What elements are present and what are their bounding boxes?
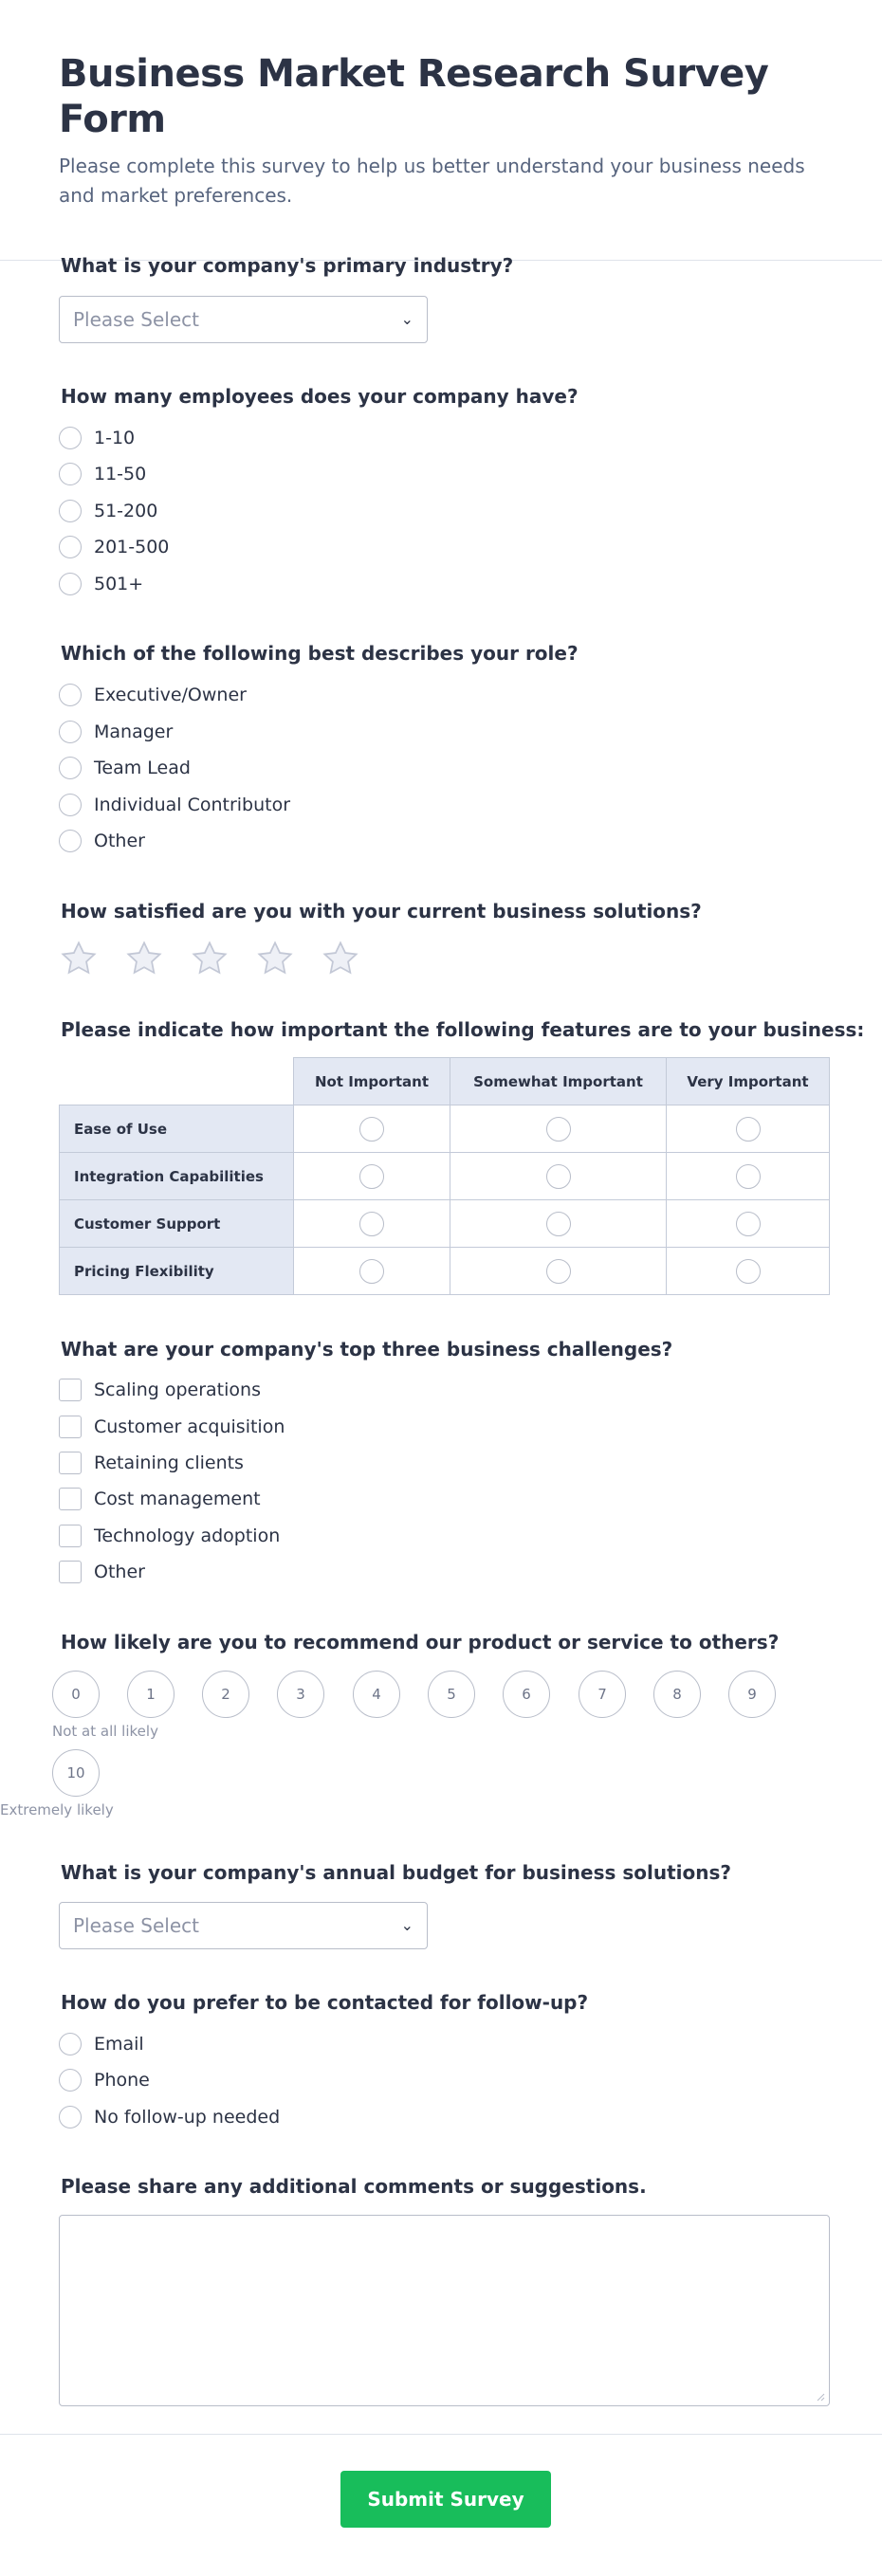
radio-button[interactable] (59, 2033, 82, 2055)
radio-button[interactable] (59, 794, 82, 816)
contact-option[interactable] (59, 2103, 280, 2131)
budget-select[interactable] (59, 1902, 428, 1949)
matrix-row-label: Customer Support (60, 1200, 294, 1248)
role-option[interactable] (59, 791, 290, 819)
checkbox[interactable] (59, 1488, 82, 1510)
feature-importance-matrix (59, 1057, 830, 1295)
employees-option[interactable] (59, 460, 146, 488)
radio-button[interactable] (59, 721, 82, 743)
question-role: Which of the following best describes your role? (61, 642, 579, 665)
radio-button[interactable] (59, 463, 82, 485)
contact-option[interactable] (59, 2066, 150, 2094)
employees-option[interactable] (59, 533, 169, 561)
matrix-row-label: Pricing Flexibility (60, 1248, 294, 1295)
radio-button[interactable] (59, 573, 82, 595)
industry-select-placeholder: Please Select (73, 308, 199, 331)
role-option[interactable] (59, 827, 145, 855)
checkbox[interactable] (59, 1416, 82, 1438)
checkbox[interactable] (59, 1561, 82, 1583)
checkbox[interactable] (59, 1379, 82, 1401)
option-label: 11-50 (94, 464, 147, 484)
matrix-column-header: Somewhat Important (450, 1058, 667, 1105)
star-icon[interactable] (255, 939, 295, 978)
option-label: Manager (94, 722, 174, 742)
matrix-cell[interactable] (667, 1248, 830, 1295)
radio-button[interactable] (736, 1164, 761, 1189)
form-subtitle: Please complete this survey to help us better understand your business needs and market preferences. (59, 155, 805, 207)
checkbox[interactable] (59, 1452, 82, 1474)
star-icon[interactable] (190, 939, 230, 978)
radio-button[interactable] (736, 1259, 761, 1284)
nps-high-label: Extremely likely (0, 1801, 114, 1818)
radio-button[interactable] (546, 1212, 571, 1236)
question-budget: What is your company's annual budget for business solutions? (61, 1861, 731, 1884)
radio-button[interactable] (546, 1164, 571, 1189)
role-option[interactable] (59, 718, 173, 746)
radio-button[interactable] (736, 1117, 761, 1142)
matrix-cell[interactable] (294, 1200, 450, 1248)
radio-button[interactable] (59, 830, 82, 852)
radio-button[interactable] (59, 2106, 82, 2128)
question-contact: How do you prefer to be contacted for follow-up? (61, 1991, 589, 2014)
nps-option[interactable]: 7 (579, 1671, 626, 1718)
question-features: Please indicate how important the following features are to your business: (61, 1018, 865, 1041)
radio-button[interactable] (59, 684, 82, 706)
role-option[interactable] (59, 681, 247, 709)
industry-select[interactable] (59, 296, 428, 343)
challenge-option[interactable] (59, 1485, 261, 1513)
form-title: Business Market Research Survey Form (59, 52, 769, 141)
budget-select-placeholder: Please Select (73, 1914, 199, 1937)
matrix-row (60, 1153, 830, 1200)
challenge-option[interactable] (59, 1449, 244, 1477)
option-label: Other (94, 831, 145, 851)
matrix-cell[interactable] (450, 1105, 667, 1153)
option-label: Cost management (94, 1489, 261, 1509)
role-option[interactable] (59, 754, 191, 782)
option-label: Executive/Owner (94, 685, 247, 705)
employees-option[interactable] (59, 497, 157, 525)
nps-low-label: Not at all likely (52, 1723, 158, 1740)
radio-button[interactable] (59, 536, 82, 558)
matrix-header-row (60, 1058, 830, 1105)
option-label: 1-10 (94, 428, 136, 448)
nps-option[interactable]: 4 (353, 1671, 400, 1718)
matrix-cell[interactable] (450, 1248, 667, 1295)
comments-textarea[interactable] (59, 2215, 830, 2406)
matrix-row-label: Ease of Use (60, 1105, 294, 1153)
nps-option[interactable]: 9 (728, 1671, 776, 1718)
question-industry: What is your company's primary industry? (61, 254, 514, 277)
matrix-cell[interactable] (294, 1105, 450, 1153)
radio-button[interactable] (359, 1259, 384, 1284)
matrix-column-header: Very Important (667, 1058, 830, 1105)
contact-option[interactable] (59, 2030, 144, 2058)
matrix-row (60, 1248, 830, 1295)
option-label: No follow-up needed (94, 2107, 281, 2128)
radio-button[interactable] (59, 2069, 82, 2092)
question-satisfaction: How satisfied are you with your current business solutions? (61, 900, 702, 923)
option-label: Customer acquisition (94, 1416, 285, 1437)
option-label: 51-200 (94, 501, 158, 521)
employees-option[interactable] (59, 424, 135, 452)
form-header (0, 0, 882, 261)
radio-button[interactable] (359, 1164, 384, 1189)
option-label: Team Lead (94, 758, 191, 778)
nps-option[interactable]: 8 (653, 1671, 701, 1718)
star-icon[interactable] (59, 939, 99, 978)
radio-button[interactable] (59, 500, 82, 522)
nps-option[interactable]: 3 (277, 1671, 324, 1718)
employees-option[interactable] (59, 570, 143, 598)
matrix-column-header: Not Important (294, 1058, 450, 1105)
matrix-corner (60, 1058, 294, 1105)
challenge-option[interactable] (59, 1376, 261, 1404)
option-label: 501+ (94, 574, 144, 594)
matrix-row (60, 1105, 830, 1153)
submit-button[interactable]: Submit Survey (340, 2471, 551, 2528)
nps-option[interactable]: 0 (52, 1671, 100, 1718)
matrix-cell[interactable] (667, 1200, 830, 1248)
option-label: Technology adoption (94, 1526, 281, 1546)
nps-option[interactable]: 1 (127, 1671, 175, 1718)
star-rating (59, 939, 386, 978)
challenge-option[interactable] (59, 1413, 285, 1441)
question-comments: Please share any additional comments or suggestions. (61, 2175, 647, 2198)
matrix-cell[interactable] (667, 1153, 830, 1200)
challenge-option[interactable] (59, 1522, 280, 1550)
question-challenges: What are your company's top three business challenges? (61, 1338, 673, 1361)
matrix-row (60, 1200, 830, 1248)
radio-button[interactable] (59, 427, 82, 449)
nps-option[interactable]: 10 (52, 1749, 100, 1797)
footer-divider (0, 2434, 882, 2435)
radio-button[interactable] (546, 1117, 571, 1142)
matrix-cell[interactable] (450, 1200, 667, 1248)
option-label: Phone (94, 2070, 150, 2091)
radio-button[interactable] (736, 1212, 761, 1236)
option-label: 201-500 (94, 537, 170, 557)
matrix-cell[interactable] (294, 1248, 450, 1295)
option-label: Other (94, 1562, 145, 1582)
option-label: Scaling operations (94, 1379, 261, 1400)
resize-grip-icon[interactable] (816, 2392, 825, 2402)
matrix-cell[interactable] (294, 1153, 450, 1200)
matrix-cell[interactable] (667, 1105, 830, 1153)
star-icon[interactable] (321, 939, 360, 978)
question-employees: How many employees does your company have? (61, 385, 579, 408)
chevron-down-icon: ⌄ (400, 310, 413, 328)
option-label: Retaining clients (94, 1452, 244, 1473)
nps-option[interactable]: 2 (202, 1671, 249, 1718)
nps-option[interactable]: 6 (503, 1671, 550, 1718)
question-recommend: How likely are you to recommend our product or service to others? (61, 1631, 780, 1653)
radio-button[interactable] (359, 1117, 384, 1142)
chevron-down-icon: ⌄ (400, 1916, 413, 1934)
star-icon[interactable] (124, 939, 164, 978)
radio-button[interactable] (59, 757, 82, 779)
option-label: Email (94, 2034, 144, 2055)
radio-button[interactable] (546, 1259, 571, 1284)
matrix-row-label: Integration Capabilities (60, 1153, 294, 1200)
radio-button[interactable] (359, 1212, 384, 1236)
matrix-cell[interactable] (450, 1153, 667, 1200)
challenge-option[interactable] (59, 1558, 145, 1586)
option-label: Individual Contributor (94, 795, 291, 815)
nps-option[interactable]: 5 (428, 1671, 475, 1718)
checkbox[interactable] (59, 1525, 82, 1547)
